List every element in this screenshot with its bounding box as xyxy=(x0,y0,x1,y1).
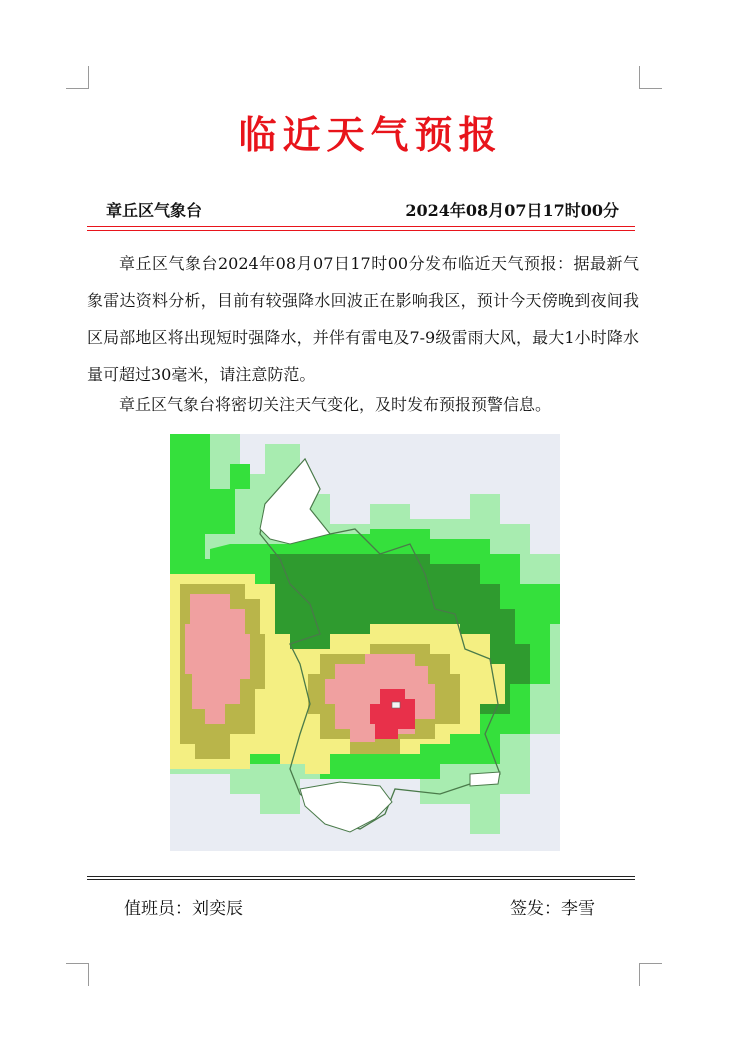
header-rule-top xyxy=(87,226,635,227)
crop-mark-top-right xyxy=(639,66,662,89)
document-title: 临近天气预报 xyxy=(238,112,503,157)
city-marker-icon xyxy=(392,702,400,708)
crop-mark-bottom-right xyxy=(639,963,662,986)
monitoring-paragraph: 章丘区气象台将密切关注天气变化，及时发布预报预警信息。 xyxy=(119,395,552,414)
radar-echo-map xyxy=(170,434,560,851)
issue-time: 2024年08月07日17时00分 xyxy=(405,201,619,220)
footer-rule-top xyxy=(87,876,635,877)
on-duty-staff: 值班员：刘奕辰 xyxy=(124,899,243,919)
footer-rule-bottom xyxy=(87,879,635,880)
issuer-name: 章丘区气象台 xyxy=(106,201,203,220)
forecast-paragraph: 章丘区气象台2024年08月07日17时00分发布临近天气预报：据最新气象雷达资料分析，目前有较强降水回波正在影响我区，预计今天傍晚到夜间我区局部地区将出现短时强降水，并伴有雷电及7-9级雷雨大风，最大1小时降水量可超过30毫米，请注意防范。 xyxy=(87,254,639,384)
signed-by: 签发：李雪 xyxy=(510,899,595,919)
crop-mark-top-left xyxy=(66,66,89,89)
crop-mark-bottom-left xyxy=(66,963,89,986)
header-rule-bottom xyxy=(87,230,635,231)
